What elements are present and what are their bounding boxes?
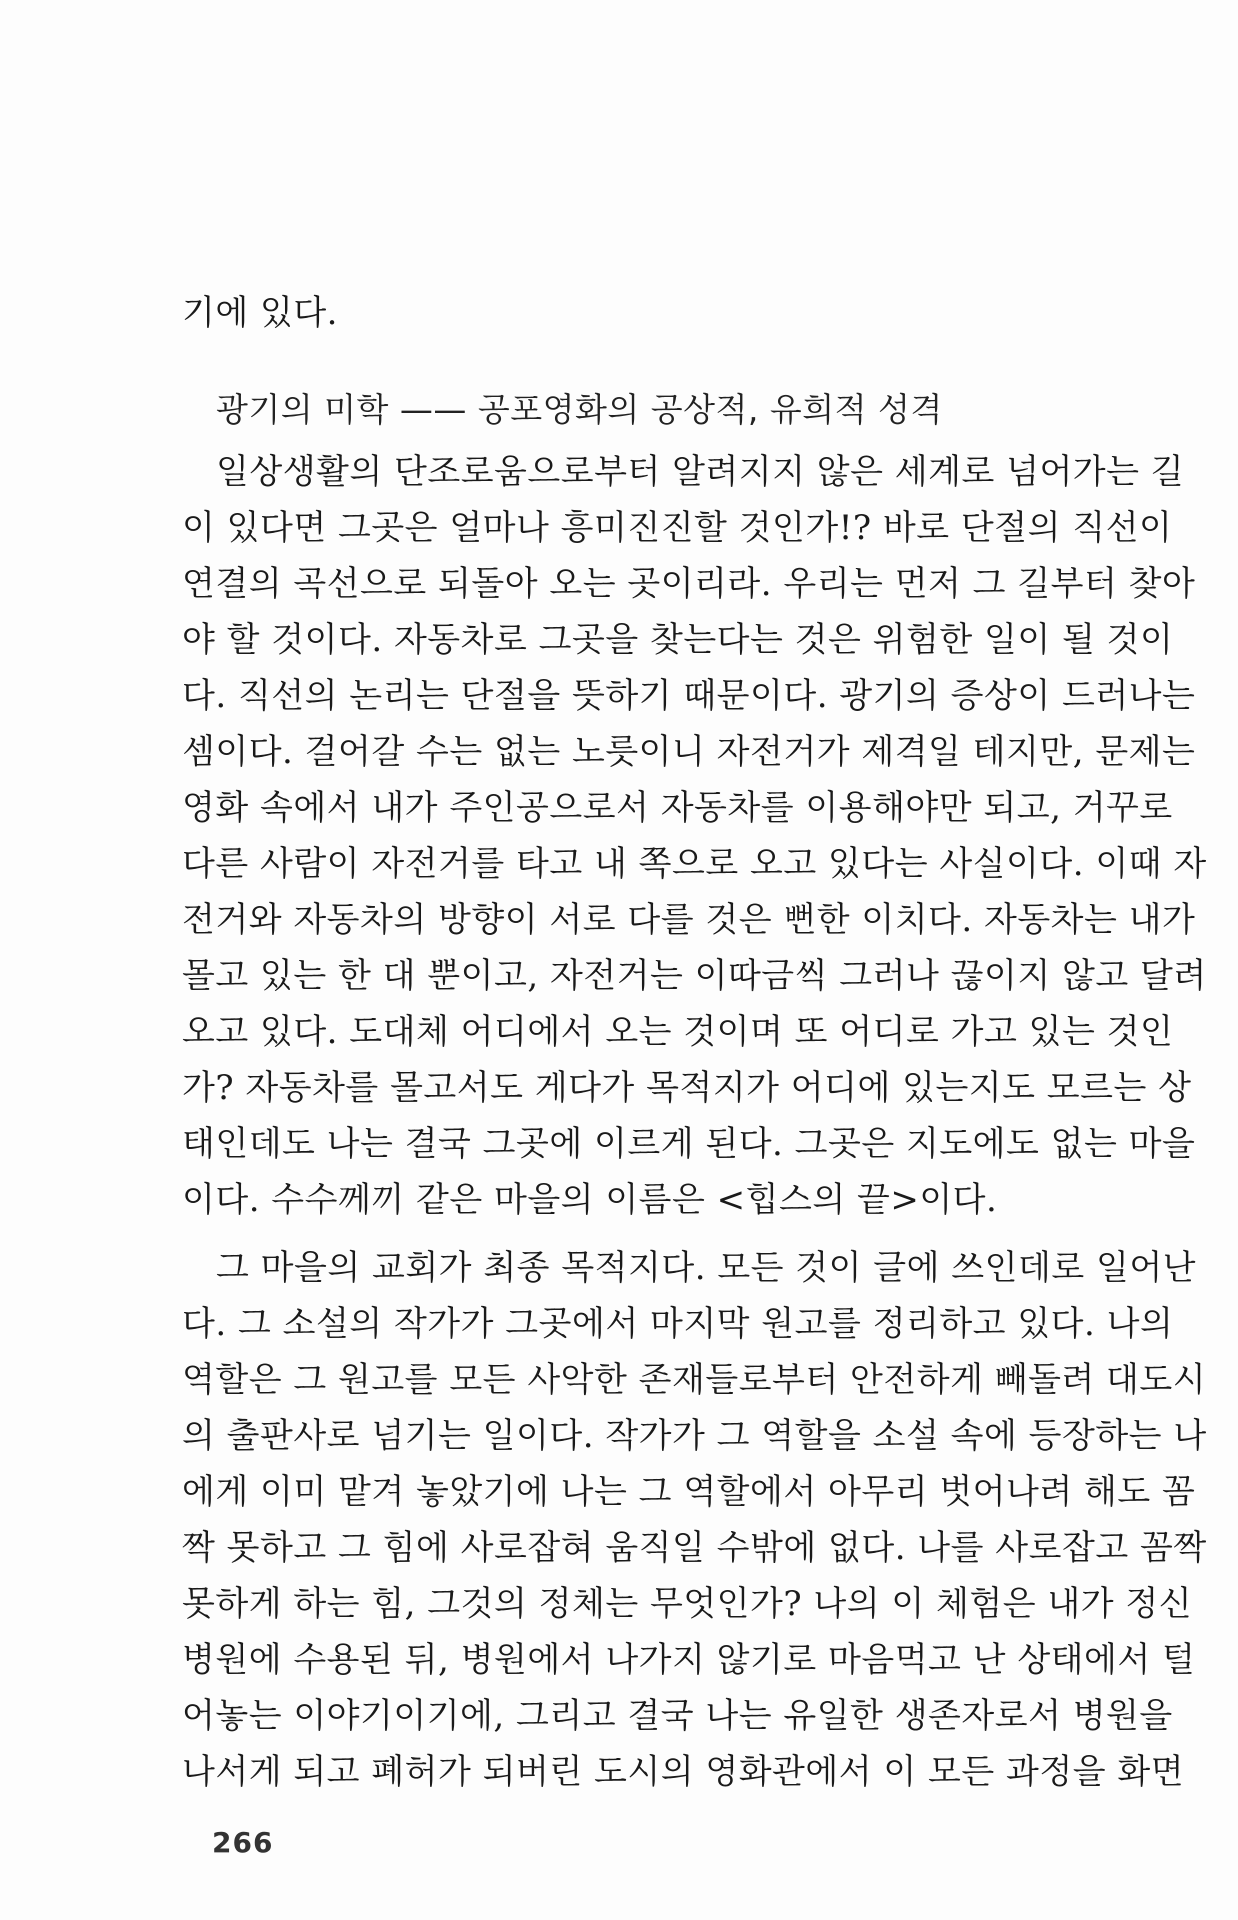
section-heading: 광기의 미학 —— 공포영화의 공상적, 유희적 성격 [216, 390, 943, 429]
text-line: 그 마을의 교회가 최종 목적지다. 모든 것이 글에 쓰인데로 일어난 [216, 1248, 1197, 1288]
text-line: 나서게 되고 폐허가 되버린 도시의 영화관에서 이 모든 과정을 화면 [182, 1752, 1185, 1792]
text-line: 오고 있다. 도대체 어디에서 오는 것이며 또 어디로 가고 있는 것인 [182, 1012, 1174, 1052]
text-line: 다른 사람이 자전거를 타고 내 쪽으로 오고 있다는 사실이다. 이때 자 [182, 844, 1207, 884]
page-number: 266 [212, 1826, 274, 1859]
text-line: 역할은 그 원고를 모든 사악한 존재들로부터 안전하게 빼돌려 대도시 [182, 1360, 1207, 1400]
text-line: 못하게 하는 힘, 그것의 정체는 무엇인가? 나의 이 체험은 내가 정신 [182, 1584, 1193, 1624]
text-line: 다. 직선의 논리는 단절을 뜻하기 때문이다. 광기의 증상이 드러나는 [182, 676, 1196, 716]
text-line: 일상생활의 단조로움으로부터 알려지지 않은 세계로 넘어가는 길 [216, 452, 1185, 492]
text-line: 이 있다면 그곳은 얼마나 흥미진진할 것인가!? 바로 단절의 직선이 [182, 508, 1173, 548]
text-line: 영화 속에서 내가 주인공으로서 자동차를 이용해야만 되고, 거꾸로 [182, 788, 1173, 828]
text-line: 에게 이미 맡겨 놓았기에 나는 그 역할에서 아무리 벗어나려 해도 꼼 [182, 1472, 1196, 1512]
text-line: 야 할 것이다. 자동차로 그곳을 찾는다는 것은 위험한 일이 될 것이 [182, 620, 1174, 660]
opening-fragment: 기에 있다. [182, 293, 338, 333]
text-line: 어놓는 이야기이기에, 그리고 결국 나는 유일한 생존자로서 병원을 [182, 1696, 1173, 1736]
text-line: 병원에 수용된 뒤, 병원에서 나가지 않기로 마음먹고 난 상태에서 털 [182, 1640, 1196, 1680]
text-line: 전거와 자동차의 방향이 서로 다를 것은 뻔한 이치다. 자동차는 내가 [182, 900, 1196, 940]
text-line: 짝 못하고 그 힘에 사로잡혀 움직일 수밖에 없다. 나를 사로잡고 꼼짝 [182, 1528, 1207, 1568]
text-line: 셈이다. 걸어갈 수는 없는 노릇이니 자전거가 제격일 테지만, 문제는 [182, 732, 1196, 772]
text-line: 이다. 수수께끼 같은 마을의 이름은 <힙스의 끝>이다. [182, 1180, 998, 1220]
text-line: 태인데도 나는 결국 그곳에 이르게 된다. 그곳은 지도에도 없는 마을 [182, 1124, 1196, 1164]
text-line: 다. 그 소설의 작가가 그곳에서 마지막 원고를 정리하고 있다. 나의 [182, 1304, 1174, 1344]
text-line: 연결의 곡선으로 되돌아 오는 곳이리라. 우리는 먼저 그 길부터 찾아 [182, 564, 1196, 604]
text-line: 몰고 있는 한 대 뿐이고, 자전거는 이따금씩 그러나 끊이지 않고 달려 [182, 956, 1207, 996]
text-line: 가? 자동차를 몰고서도 게다가 목적지가 어디에 있는지도 모르는 상 [182, 1068, 1192, 1108]
text-line: 의 출판사로 넘기는 일이다. 작가가 그 역할을 소설 속에 등장하는 나 [182, 1416, 1207, 1456]
